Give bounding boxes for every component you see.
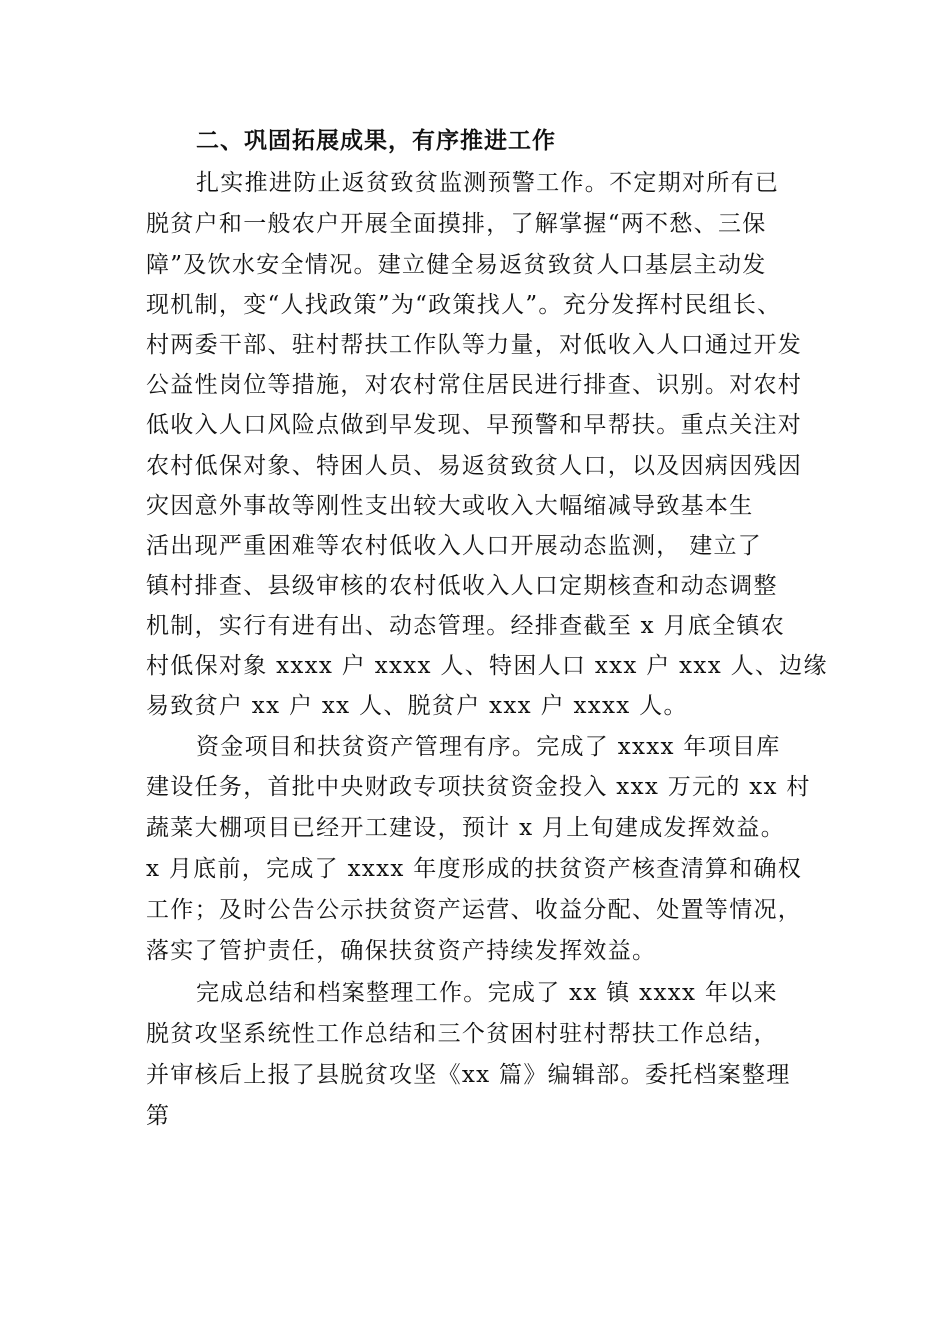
paragraph-line: 第 — [146, 1103, 171, 1129]
paragraph-line: 建设任务，首批中央财政专项扶贫资金投入 xxx 万元的 xx 村 — [146, 774, 811, 800]
paragraph-line: 公益性岗位等措施，对农村常住居民进行排查、识别。对农村 — [146, 372, 803, 398]
paragraph-line: 村低保对象 xxxx 户 xxxx 人、特困人口 xxx 户 xxx 人、边缘 — [146, 653, 828, 679]
paragraph-line: 脱贫攻坚系统性工作总结和三个贫困村驻村帮扶工作总结， — [146, 1021, 778, 1047]
paragraph-line: 活出现严重困难等农村低收入人口开展动态监测， 建立了 — [146, 533, 763, 559]
section-heading: 二、巩固拓展成果，有序推进工作 — [196, 128, 556, 154]
paragraph-line: 低收入人口风险点做到早发现、早预警和早帮扶。重点关注对 — [146, 412, 803, 438]
paragraph-line: 农村低保对象、特困人员、易返贫致贫人口，以及因病因残因 — [146, 453, 803, 479]
paragraph-line: 镇村排查、县级审核的农村低收入人口定期核查和动态调整 — [146, 573, 778, 599]
paragraph-line: 并审核后上报了县脱贫攻坚《xx 篇》编辑部。委托档案整理 — [146, 1062, 791, 1088]
paragraph-line: 易致贫户 xx 户 xx 人、脱贫户 xxx 户 xxxx 人。 — [146, 693, 688, 719]
paragraph-line: 落实了管护责任，确保扶贫资产持续发挥效益。 — [146, 938, 657, 964]
paragraph-line: 机制，实行有进有出、动态管理。经排查截至 x 月底全镇农 — [146, 613, 785, 639]
paragraph-line: x 月底前，完成了 xxxx 年度形成的扶贫资产核查清算和确权 — [146, 856, 803, 882]
paragraph-line: 工作；及时公告公示扶贫资产运营、收益分配、处置等情况， — [146, 897, 803, 923]
paragraph-line: 蔬菜大棚项目已经开工建设，预计 x 月上旬建成发挥效益。 — [146, 815, 785, 841]
paragraph-line: 现机制，变“人找政策”为“政策找人”。充分发挥村民组长、 — [146, 292, 782, 318]
paragraph-line: 完成总结和档案整理工作。完成了 xx 镇 xxxx 年以来 — [196, 980, 778, 1006]
paragraph-line: 资金项目和扶贫资产管理有序。完成了 xxxx 年项目库 — [196, 734, 781, 760]
paragraph-line: 村两委干部、驻村帮扶工作队等力量，对低收入人口通过开发 — [146, 332, 803, 358]
paragraph-line: 障”及饮水安全情况。建立健全易返贫致贫人口基层主动发 — [146, 252, 767, 278]
paragraph-line: 脱贫户和一般农户开展全面摸排，了解掌握“两不愁、三保 — [146, 211, 767, 237]
paragraph-line: 扎实推进防止返贫致贫监测预警工作。不定期对所有已 — [196, 170, 780, 196]
paragraph-line: 灾因意外事故等刚性支出较大或收入大幅缩减导致基本生 — [146, 493, 754, 519]
